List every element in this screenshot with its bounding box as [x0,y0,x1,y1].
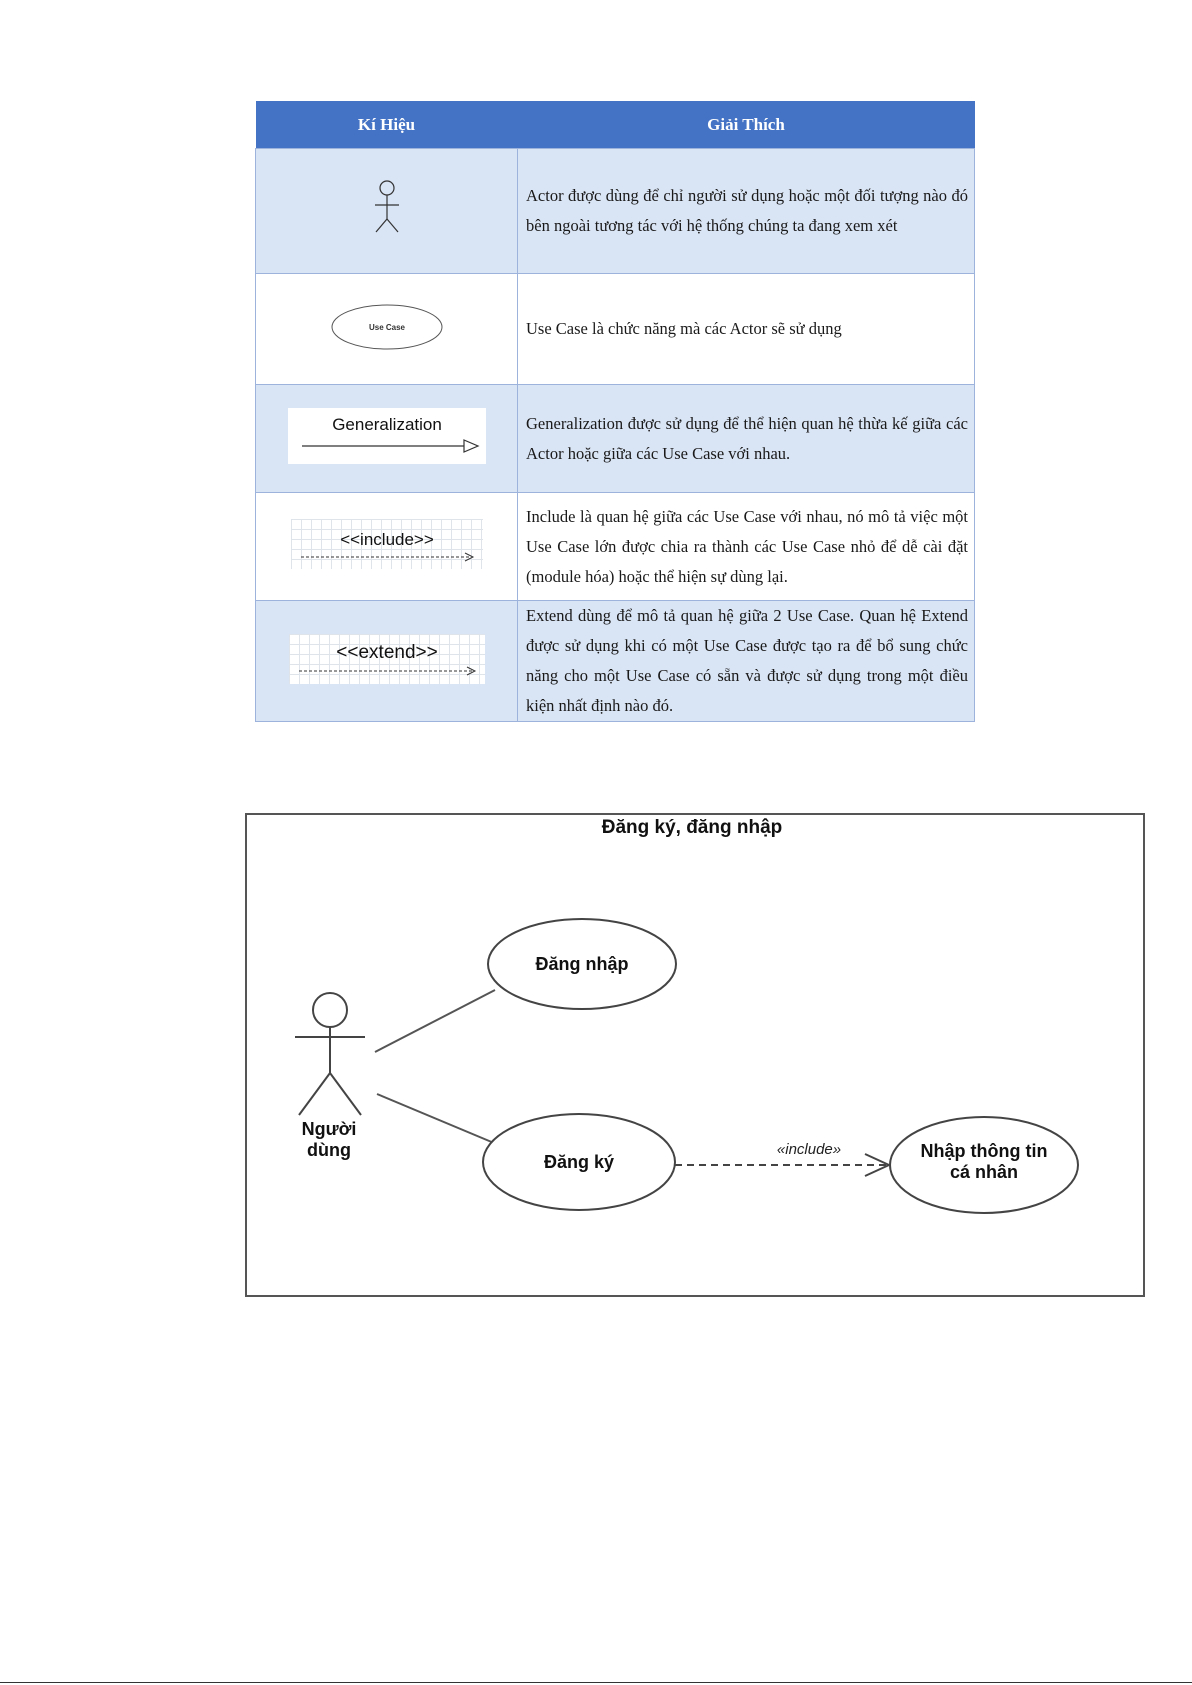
description-cell: Generalization được sử dụng để thể hiện quan hệ thừa kế giữa các Actor hoặc giữa các Use Case với nhau. [518,385,975,493]
use-case-diagram [245,813,1145,1297]
symbol-cell [256,601,518,722]
use-case-register [483,1114,675,1210]
hollow-triangle-arrow-icon [464,440,478,452]
symbol-cell [256,493,518,601]
use-case-login-label: Đăng nhập [535,954,629,974]
table-row [256,385,975,493]
extend-label: <<extend>> [335,641,438,663]
symbol-cell [256,149,518,274]
description-cell: Actor được dùng để chỉ người sử dụng hoặc một đối tượng nào đó bên ngoài tương tác với hệ thống chúng ta đang xem xét [518,149,975,274]
generalization-box [288,408,486,464]
table-row [256,274,975,385]
actor-figure [295,993,365,1160]
description-cell: Extend dùng để mô tả quan hệ giữa 2 Use Case. Quan hệ Extend được sử dụng khi có một Use Case được tạo ra để bổ sung chức năng cho một Use Case có sẵn và được sử dụng trong một điều kiện nhất định nào đó. [518,601,975,722]
use-case-personal-info-line2: cá nhân [949,1162,1019,1182]
symbol-cell [256,385,518,493]
diagram-canvas [247,815,1143,1295]
actor-head-icon [313,993,347,1027]
header-explanation: Giải Thích [518,101,975,149]
symbol-table [255,101,975,722]
use-case-login [488,919,676,1009]
include-relation-label: «include» [776,1141,842,1158]
use-case-label: Use Case [368,322,405,332]
use-case-register-label: Đăng ký [543,1152,615,1172]
use-case-personal-info [890,1117,1078,1213]
include-label: <<include>> [339,530,434,549]
table-row [256,493,975,601]
generalization-label: Generalization [331,415,442,434]
table-row [256,149,975,274]
association-line-login [375,990,495,1052]
use-case-personal-info-line1: Nhập thông tin [920,1141,1048,1161]
actor-label-line1: Người [301,1119,357,1139]
use-case-ellipse-icon [329,303,445,351]
table-header-row [256,101,975,149]
include-box [291,519,483,569]
description-cell: Include là quan hệ giữa các Use Case với nhau, nó mô tả việc một Use Case lớn được chia ra thành các Use Case nhỏ để dễ cài đặt (module hóa) hoặc thể hiện sự dùng lại. [518,493,975,601]
symbol-cell [256,274,518,385]
description-cell: Use Case là chức năng mà các Actor sẽ sử dụng [518,274,975,385]
page-bottom-rule [0,1682,1192,1683]
actor-label-line2: dùng [307,1140,351,1160]
table-row [256,601,975,722]
diagram-title: Đăng ký, đăng nhập [601,817,783,838]
association-line-register [377,1094,494,1143]
extend-box [289,634,485,684]
header-symbol: Kí Hiệu [256,101,518,149]
actor-icon [367,179,407,239]
